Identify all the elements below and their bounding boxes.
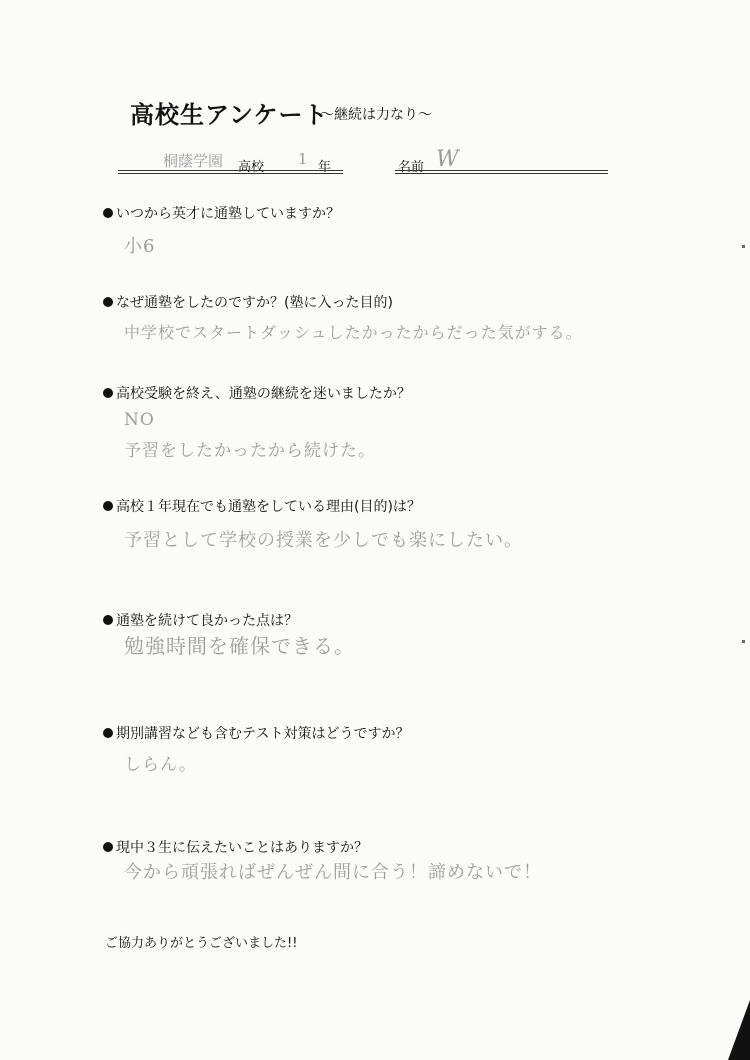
question-text: 高校１年現在でも通塾をしている理由(目的)は？	[116, 499, 421, 515]
bullet-icon	[103, 728, 113, 738]
scan-mark	[742, 640, 745, 643]
info-underline	[118, 170, 343, 171]
question-3	[103, 383, 411, 403]
answer-1: 小6	[124, 236, 156, 257]
question-text: 高校受験を終え、通塾の継続を迷いましたか？	[116, 386, 411, 402]
question-4	[103, 496, 421, 516]
answer-3-line2: 予習をしたかったから続けた。	[124, 441, 376, 461]
bullet-icon	[103, 615, 113, 625]
question-text: 期別講習なども含むテスト対策はどうですか？	[116, 726, 410, 742]
bullet-icon	[103, 501, 113, 511]
question-text: 通塾を続けて良かった点は？	[116, 613, 298, 629]
question-text: なぜ通塾をしたのですか？(塾に入った目的)	[116, 295, 393, 311]
answer-5: 勉強時間を確保できる。	[124, 634, 355, 658]
school-name-handwritten: 桐蔭学園	[163, 152, 224, 170]
name-label: 名前	[398, 160, 425, 175]
grade-handwritten: 1	[298, 150, 308, 168]
scan-mark	[742, 245, 745, 248]
question-6	[103, 723, 409, 743]
page-subtitle: ～継続は力なり～	[320, 107, 432, 123]
page-title: 高校生アンケート	[130, 101, 329, 129]
answer-6: しらん。	[124, 755, 198, 775]
grade-label: 年	[318, 160, 332, 175]
bullet-icon	[103, 842, 113, 852]
name-underline-double	[395, 173, 608, 174]
name-handwritten: W	[436, 147, 459, 172]
bullet-icon	[103, 388, 113, 398]
question-7	[103, 837, 368, 857]
question-5	[103, 610, 298, 630]
answer-4: 予習として学校の授業を少しでも楽にしたい。	[124, 530, 523, 551]
info-underline-double	[118, 173, 343, 174]
closing-message: ご協力ありがとうございました!!	[105, 936, 298, 951]
school-label: 高校	[238, 160, 265, 175]
scan-corner-shadow	[728, 1000, 750, 1060]
bullet-icon	[103, 208, 113, 218]
answer-7: 今から頑張ればぜんぜん間に合う！諦めないで！	[124, 862, 542, 883]
question-text: 現中３生に伝えたいことはありますか？	[116, 840, 368, 856]
question-2	[103, 292, 393, 312]
answer-2: 中学校でスタートダッシュしたかったからだった気がする。	[124, 323, 583, 342]
question-text: いつから英才に通塾していますか？	[116, 206, 340, 222]
question-1	[103, 203, 340, 223]
name-underline	[395, 170, 608, 171]
answer-3-line1: NO	[124, 410, 155, 430]
bullet-icon	[103, 297, 113, 307]
